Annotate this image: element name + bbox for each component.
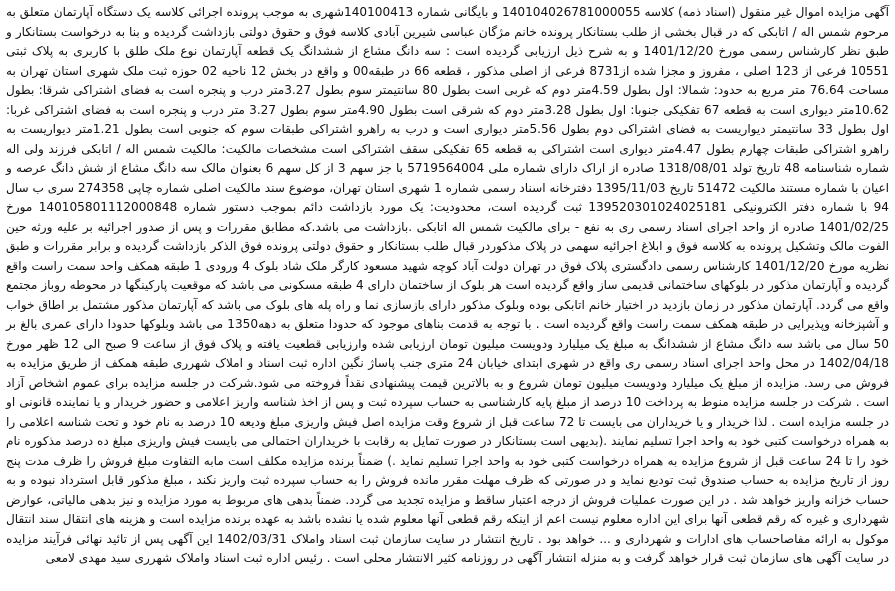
auction-notice-text: آگهی مزایده اموال غیر منقول (اسناد ذمه) کلاسه 14010402678100005‌5 و بایگانی شماره 140100413شهری به موجب پرونده اجرائی کلاسه یک دستگاه آپارتمان متعلق به مرحوم شمس اله / اتابکی که در قبال بخشی از طلب بستانکار پرونده خانم مژگان عباسی شیرین آبادی کلاسه فوق و حقوق دولتی بازداشت گردیده و بنا به درخواست بستانکار و طبق نظر کارشناس رسمی مورخ 1401/12/20 و به شرح ذیل ارزیابی گردیده است : سه دانگ مشاع از ششدانگ یک قطعه آپارتمان نوع ملک طلق با کاربری به پلاک ثبتی 10551 فرعی از 123 اصلی ، مفروز و مجزا شده از8731 فرعی از اصلی مذکور ، قطعه 66 در طبقه00 و واقع در بخش 12 ناحیه 02 حوزه ثبت ملک شهری استان تهران به مساحت 76.64 متر مربع به حدود: شمالا: اول بطول 4.59متر دوم که غربی است بطول 80 سانتیمتر سوم بطول 3.27متر درب و پنجره است به فضای اشتراکی شرقا: بطول 10.62متر دیواری است به قطعه 67 تفکیکی جنوبا: اول بطول 3.28متر دوم که شرقی است بطول 4.90متر سوم بطول 3.27 متر درب و پنجره است به فضای اشتراکی غربا: اول بطول 33 سانتیمتر دیواریست به فضای اشتراکی دوم بطول 5.56متر دیواری است و درب به راهرو اشتراکی طبقات سوم که جنوبی است بطول 1.21متر دیواریست به راهرو اشتراکی طبقات چهارم بطول 4.47متر دیواری است اشتراکی به قطعه 65 تفکیکی سقف اشتراکی است مشخصات مالکیت: مالکیت شمس اله / اتابکی فرزند ولی اله شماره شناسنامه 48 تاریخ تولد 1318/08/01 صادره از اراک دارای شماره ملی 5719564004 با جز سهم 3 از کل سهم 6 بعنوان مالک سه دانگ مشاع از شش دانگ عرصه و اعیان با شماره مستند مالکیت 51472 تاریخ 1395/11/03 دفترخانه اسناد رسمی شماره 1 شهری استان تهران، موضوع سند مالکیت اصلی شماره چاپی 274358 سری ب سال 94 با شماره دفتر الکترونیکی 139520301024025181 ثبت گردیده است، محدودیت: یک مورد بازداشت دائم بموجب دستور شماره 140105801112000848 مورخ 1401/02/25 صادره از واحد اجرای اسناد رسمی ری به نفع - برای مالکیت شمس اله اتابکی .بازداشت می باشد.که مطابق مقررات و پس از صدور اجرائیه بر علیه ورثه حین الفوت مالک وتشکیل پرونده به کلاسه فوق و ابلاغ اجرائیه سهمی در پلاک مذکوردر قبال طلب بستانکار و حقوق دولتی پرونده فوق الذکر بازداشت گردیده و برابر مقررات و طبق نظریه مورخ 1401/12/20 کارشناس رسمی دادگستری پلاک فوق در تهران دولت آباد کوچه شهید مسعود کارگر ملک شاد بلوک 4 ورودی 1 طبقه همکف واحد سمت راست واقع گردیده و آپارتمان مذکور در بلوکهای ساختمانی قدیمی ساز واقع گردیده است هر بلوک از ساختمان دارای 4 طبقه مسکونی می باشد که موقعیت پارکینگها در محوطه روباز مجتمع واقع می گردد. آپارتمان مذکور در زمان بازدید در اختیار خانم اتابکی بوده وبلوک مذکور دارای بازسازی نما و راه پله های بلوک می باشد که آپارتمان مذکور مشتمل بر اطاق خواب و آشپزخانه وپذیرایی در طبقه همکف سمت راست واقع گردیده است . با توجه به قدمت بناهای موجود که حدودا متعلق به دهه1350 می باشد وبلوکها حدودا دارای عمری بالغ بر 50 سال می باشد سه دانگ مشاع از ششدانگ به مبلغ یک میلیارد ودویست میلیون تومان ارزیابی شده وارزیابی قطعیت یافته و پلاک فوق از ساعت 9 صبح الی 12 ظهر مورخ 1402/04/18 در محل واحد اجرای اسناد رسمی ری واقع در شهری ابتدای خیابان 24 متری جنب پاساژ نگین اداره ثبت اسناد و املاک شهرری طبقه همکف از طریق مزایده به فروش می رسد. مزایده از مبلغ یک میلیارد ودویست میلیون تومان شروع و به بالاترین قیمت پیشنهادی نقداً فروخته می شود.شرکت در جلسه مزایده برای عموم اشخاص آزاد است . شرکت در جلسه مزایده منوط به پرداخت 10 درصد از مبلغ پایه کارشناسی به حساب سپرده ثبت و پس از اخذ شناسه واریز اعلامی و حضور خریدار و یا نماینده قانونی او در جلسه مزایده است . لذا خریدار و یا خریداران می بایست تا 72 ساعت قبل از شروع وقت مزایده اصل فیش واریزی مبلغ ودیعه 10 درصد به نام خود و تحت شناسه اعلامی را به همراه درخواست کتبی خود به واحد اجرا تسلیم نمایند .(بدیهی است بستانکار در صورت تمایل به رقابت با خریداران احتمالی می بایست فیش واریزی مبلغ ده درصد مذکوره نام خود را تا 24 ساعت قبل از شروع مزایده به همراه درخواست کتبی خود به واحد اجرا تسلیم نماید .) ضمناً برنده مزایده مکلف است مابه التفاوت مبلغ فروش را ظرف مدت پنج روز از تاریخ مزایده به حساب صندوق ثبت تودیع نماید و در صورتی که ظرف مهلت مقرر مانده فروش را به حساب سپرده ثبت واریز نکند ، مبلغ مذکور قابل استرداد نبوده و به حساب خزانه واریز خواهد شد . در این صورت عملیات فروش از درجه اعتبار ساقط و مزایده تجدید می گردد. ضمناً بدهی های مربوط به مورد مزایده و نیز بدهی مالیاتی، عوارض شهرداری و غیره که رقم قطعی آنها برای این اداره معلوم نیست اعم از اینکه رقم قطعی آنها معلوم شده یا نشده باشد به عهده برنده مزایده است و هزینه های انتقال سند انتقال موکول به ارائه مفاصاحساب های ادارات و شهرداری و ... خواهد بود . تاریخ انتشار در سایت سازمان ثبت اسناد واملاک 1402/03/31 این آگهی پس از تائید نهائی فرآیند مزایده در سایت آگهی های سازمان ثبت قرار خواهد گرفت و به منزله انتشار آگهی در روزنامه کثیر الانتشار محلی است . رئیس اداره ثبت اسناد واملاک شهرری سید مهدی لامعی <box>6 5 890 565</box>
